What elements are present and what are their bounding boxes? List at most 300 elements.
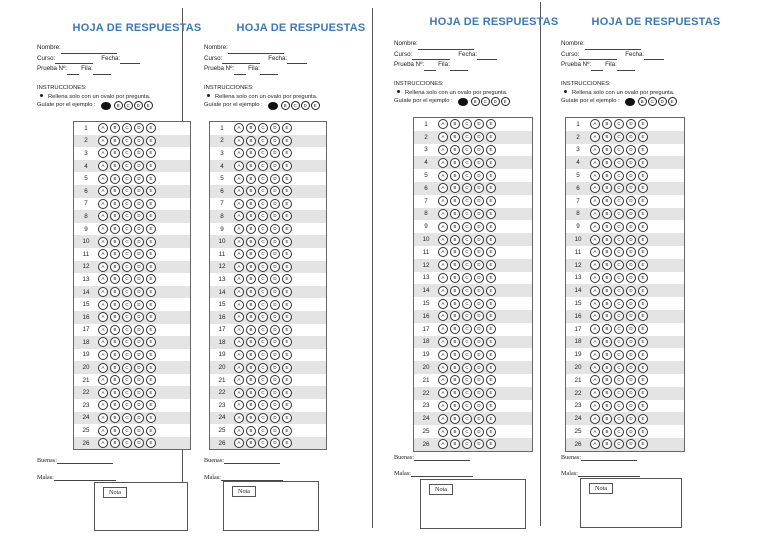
answer-oval[interactable]: B xyxy=(602,158,612,168)
answer-oval[interactable]: E xyxy=(638,260,648,270)
answer-oval[interactable]: C xyxy=(122,199,132,209)
answer-oval[interactable]: E xyxy=(146,325,156,335)
answer-oval[interactable]: A xyxy=(590,311,600,321)
answer-oval[interactable]: A xyxy=(590,119,600,129)
answer-oval[interactable]: A xyxy=(98,413,108,423)
answer-oval[interactable]: C xyxy=(614,260,624,270)
answer-oval[interactable]: A xyxy=(438,427,448,437)
answer-oval[interactable]: D xyxy=(270,337,280,347)
answer-oval[interactable]: E xyxy=(486,222,496,232)
answer-oval[interactable]: C xyxy=(258,325,268,335)
answer-oval[interactable]: A xyxy=(98,224,108,234)
answer-oval[interactable]: C xyxy=(258,136,268,146)
answer-oval[interactable]: C xyxy=(258,350,268,360)
answer-oval[interactable]: D xyxy=(474,401,484,411)
answer-oval[interactable]: D xyxy=(474,158,484,168)
answer-oval[interactable]: E xyxy=(486,324,496,334)
answer-oval[interactable]: D xyxy=(474,363,484,373)
answer-oval[interactable]: C xyxy=(122,249,132,259)
answer-oval[interactable]: A xyxy=(590,350,600,360)
answer-oval[interactable]: E xyxy=(282,174,292,184)
answer-oval[interactable]: A xyxy=(98,287,108,297)
answer-oval[interactable]: D xyxy=(270,350,280,360)
answer-oval[interactable]: B xyxy=(602,273,612,283)
answer-oval[interactable]: E xyxy=(282,426,292,436)
fila-field[interactable] xyxy=(450,63,468,71)
answer-oval[interactable]: D xyxy=(474,235,484,245)
answer-oval[interactable]: A xyxy=(590,324,600,334)
answer-oval[interactable]: E xyxy=(638,375,648,385)
answer-oval[interactable]: A xyxy=(590,235,600,245)
answer-oval[interactable]: E xyxy=(638,286,648,296)
answer-oval[interactable]: D xyxy=(134,438,144,448)
answer-oval[interactable]: C xyxy=(462,171,472,181)
nombre-field[interactable] xyxy=(418,42,474,50)
answer-oval[interactable]: D xyxy=(134,325,144,335)
answer-oval[interactable]: A xyxy=(590,222,600,232)
answer-oval[interactable]: B xyxy=(450,414,460,424)
answer-oval[interactable]: A xyxy=(438,401,448,411)
answer-oval[interactable]: E xyxy=(282,262,292,272)
answer-oval[interactable]: E xyxy=(638,388,648,398)
answer-oval[interactable]: D xyxy=(474,183,484,193)
answer-oval[interactable]: B xyxy=(450,183,460,193)
answer-oval[interactable]: C xyxy=(122,262,132,272)
answer-oval[interactable]: C xyxy=(258,249,268,259)
answer-oval[interactable]: A xyxy=(590,388,600,398)
answer-oval[interactable]: B xyxy=(246,237,256,247)
answer-oval[interactable]: E xyxy=(638,119,648,129)
answer-oval[interactable]: B xyxy=(110,174,120,184)
answer-oval[interactable]: B xyxy=(110,274,120,284)
answer-oval[interactable]: E xyxy=(486,196,496,206)
fila-field[interactable] xyxy=(260,67,278,75)
answer-oval[interactable]: D xyxy=(626,401,636,411)
answer-oval[interactable]: E xyxy=(146,400,156,410)
answer-oval[interactable]: E xyxy=(282,363,292,373)
answer-oval[interactable]: A xyxy=(98,400,108,410)
answer-oval[interactable]: E xyxy=(146,375,156,385)
answer-oval[interactable]: E xyxy=(146,136,156,146)
answer-oval[interactable]: B xyxy=(110,300,120,310)
prueba-field[interactable] xyxy=(424,63,436,71)
answer-oval[interactable]: D xyxy=(626,196,636,206)
curso-field[interactable] xyxy=(412,52,450,60)
answer-oval[interactable]: B xyxy=(602,324,612,334)
answer-oval[interactable]: B xyxy=(602,388,612,398)
answer-oval[interactable]: E xyxy=(146,363,156,373)
answer-oval[interactable]: D xyxy=(270,426,280,436)
answer-oval[interactable]: E xyxy=(638,439,648,449)
answer-oval[interactable]: E xyxy=(146,161,156,171)
answer-oval[interactable]: B xyxy=(602,196,612,206)
curso-field[interactable] xyxy=(55,56,93,64)
answer-oval[interactable]: A xyxy=(234,350,244,360)
answer-oval[interactable]: A xyxy=(438,350,448,360)
answer-oval[interactable]: A xyxy=(234,413,244,423)
answer-oval[interactable]: B xyxy=(246,249,256,259)
answer-oval[interactable]: E xyxy=(282,388,292,398)
answer-oval[interactable]: E xyxy=(146,274,156,284)
nombre-field[interactable] xyxy=(61,46,117,54)
answer-oval[interactable]: E xyxy=(146,211,156,221)
answer-oval[interactable]: E xyxy=(486,235,496,245)
answer-oval[interactable]: D xyxy=(270,224,280,234)
answer-oval[interactable]: B xyxy=(110,350,120,360)
answer-oval[interactable]: A xyxy=(98,426,108,436)
answer-oval[interactable]: A xyxy=(234,199,244,209)
answer-oval[interactable]: C xyxy=(462,286,472,296)
answer-oval[interactable]: D xyxy=(270,413,280,423)
answer-oval[interactable]: D xyxy=(474,119,484,129)
answer-oval[interactable]: D xyxy=(626,286,636,296)
answer-oval[interactable]: C xyxy=(614,350,624,360)
answer-oval[interactable]: E xyxy=(282,325,292,335)
answer-oval[interactable]: B xyxy=(602,439,612,449)
answer-oval[interactable]: C xyxy=(614,286,624,296)
answer-oval[interactable]: B xyxy=(450,324,460,334)
answer-oval[interactable]: A xyxy=(98,237,108,247)
answer-oval[interactable]: E xyxy=(146,426,156,436)
answer-oval[interactable]: E xyxy=(146,186,156,196)
answer-oval[interactable]: E xyxy=(282,350,292,360)
answer-oval[interactable]: E xyxy=(486,414,496,424)
answer-oval[interactable]: C xyxy=(122,438,132,448)
answer-oval[interactable]: D xyxy=(474,439,484,449)
answer-oval[interactable]: C xyxy=(122,287,132,297)
answer-oval[interactable]: D xyxy=(474,414,484,424)
answer-oval[interactable]: A xyxy=(234,287,244,297)
answer-oval[interactable]: A xyxy=(438,299,448,309)
answer-oval[interactable]: C xyxy=(258,199,268,209)
fecha-field[interactable] xyxy=(644,52,664,60)
answer-oval[interactable]: A xyxy=(438,247,448,257)
answer-oval[interactable]: C xyxy=(614,247,624,257)
answer-oval[interactable]: A xyxy=(590,158,600,168)
answer-oval[interactable]: E xyxy=(146,148,156,158)
answer-oval[interactable]: D xyxy=(626,439,636,449)
buenas-field[interactable] xyxy=(414,453,470,461)
answer-oval[interactable]: B xyxy=(246,438,256,448)
answer-oval[interactable]: C xyxy=(122,312,132,322)
answer-oval[interactable]: A xyxy=(438,222,448,232)
nombre-field[interactable] xyxy=(585,42,641,50)
answer-oval[interactable]: E xyxy=(486,119,496,129)
answer-oval[interactable]: E xyxy=(486,375,496,385)
answer-oval[interactable]: B xyxy=(450,222,460,232)
fila-field[interactable] xyxy=(617,63,635,71)
answer-oval[interactable]: B xyxy=(602,132,612,142)
answer-oval[interactable]: C xyxy=(614,311,624,321)
answer-oval[interactable]: C xyxy=(258,262,268,272)
answer-oval[interactable]: B xyxy=(246,312,256,322)
answer-oval[interactable]: C xyxy=(122,161,132,171)
answer-oval[interactable]: B xyxy=(602,286,612,296)
answer-oval[interactable]: C xyxy=(614,324,624,334)
answer-oval[interactable]: A xyxy=(98,337,108,347)
answer-oval[interactable]: B xyxy=(602,363,612,373)
answer-oval[interactable]: C xyxy=(122,350,132,360)
answer-oval[interactable]: D xyxy=(474,132,484,142)
answer-oval[interactable]: B xyxy=(602,299,612,309)
answer-oval[interactable]: D xyxy=(626,171,636,181)
answer-oval[interactable]: A xyxy=(590,427,600,437)
answer-oval[interactable]: A xyxy=(234,237,244,247)
answer-oval[interactable]: C xyxy=(258,161,268,171)
answer-oval[interactable]: A xyxy=(438,439,448,449)
nota-box[interactable] xyxy=(223,481,319,531)
answer-oval[interactable]: B xyxy=(110,136,120,146)
answer-oval[interactable]: E xyxy=(486,439,496,449)
answer-oval[interactable]: E xyxy=(282,413,292,423)
answer-oval[interactable]: A xyxy=(234,363,244,373)
answer-oval[interactable]: C xyxy=(258,413,268,423)
answer-oval[interactable]: E xyxy=(486,158,496,168)
answer-oval[interactable]: E xyxy=(486,363,496,373)
answer-oval[interactable]: C xyxy=(462,196,472,206)
answer-oval[interactable]: C xyxy=(614,337,624,347)
answer-oval[interactable]: D xyxy=(626,132,636,142)
answer-oval[interactable]: C xyxy=(122,337,132,347)
answer-oval[interactable]: C xyxy=(462,222,472,232)
answer-oval[interactable]: E xyxy=(486,260,496,270)
answer-oval[interactable]: E xyxy=(282,274,292,284)
answer-oval[interactable]: B xyxy=(450,196,460,206)
answer-oval[interactable]: A xyxy=(438,286,448,296)
answer-oval[interactable]: E xyxy=(638,132,648,142)
answer-oval[interactable]: A xyxy=(438,171,448,181)
answer-oval[interactable]: A xyxy=(98,161,108,171)
answer-oval[interactable]: E xyxy=(638,273,648,283)
answer-oval[interactable]: C xyxy=(614,388,624,398)
answer-oval[interactable]: D xyxy=(134,274,144,284)
answer-oval[interactable]: A xyxy=(590,337,600,347)
answer-oval[interactable]: C xyxy=(258,237,268,247)
answer-oval[interactable]: A xyxy=(590,439,600,449)
answer-oval[interactable]: C xyxy=(614,299,624,309)
answer-oval[interactable]: B xyxy=(110,413,120,423)
answer-oval[interactable]: B xyxy=(246,350,256,360)
answer-oval[interactable]: E xyxy=(146,350,156,360)
answer-oval[interactable]: E xyxy=(282,199,292,209)
answer-oval[interactable]: D xyxy=(626,183,636,193)
answer-oval[interactable]: C xyxy=(258,148,268,158)
answer-oval[interactable]: A xyxy=(438,273,448,283)
answer-oval[interactable]: D xyxy=(270,199,280,209)
answer-oval[interactable]: B xyxy=(450,401,460,411)
fila-field[interactable] xyxy=(93,67,111,75)
answer-oval[interactable]: D xyxy=(626,260,636,270)
answer-oval[interactable]: D xyxy=(134,426,144,436)
answer-oval[interactable]: B xyxy=(450,427,460,437)
answer-oval[interactable]: A xyxy=(234,375,244,385)
answer-oval[interactable]: A xyxy=(438,196,448,206)
answer-oval[interactable]: D xyxy=(134,148,144,158)
answer-oval[interactable]: B xyxy=(246,300,256,310)
answer-oval[interactable]: C xyxy=(258,211,268,221)
answer-oval[interactable]: E xyxy=(638,350,648,360)
answer-oval[interactable]: B xyxy=(450,311,460,321)
answer-oval[interactable]: B xyxy=(602,145,612,155)
answer-oval[interactable]: E xyxy=(638,324,648,334)
answer-oval[interactable]: C xyxy=(122,375,132,385)
answer-oval[interactable]: D xyxy=(626,375,636,385)
answer-oval[interactable]: A xyxy=(438,235,448,245)
answer-oval[interactable]: B xyxy=(602,375,612,385)
answer-oval[interactable]: C xyxy=(614,439,624,449)
answer-oval[interactable]: E xyxy=(486,299,496,309)
answer-oval[interactable]: B xyxy=(110,426,120,436)
answer-oval[interactable]: B xyxy=(110,375,120,385)
answer-oval[interactable]: E xyxy=(282,375,292,385)
answer-oval[interactable]: B xyxy=(450,350,460,360)
answer-oval[interactable]: C xyxy=(122,413,132,423)
answer-oval[interactable]: D xyxy=(626,158,636,168)
answer-oval[interactable]: D xyxy=(474,171,484,181)
answer-oval[interactable]: B xyxy=(246,375,256,385)
answer-oval[interactable]: A xyxy=(234,312,244,322)
answer-oval[interactable]: E xyxy=(146,123,156,133)
answer-oval[interactable]: D xyxy=(134,300,144,310)
answer-oval[interactable]: D xyxy=(474,260,484,270)
answer-oval[interactable]: A xyxy=(590,375,600,385)
curso-field[interactable] xyxy=(222,56,260,64)
answer-oval[interactable]: B xyxy=(246,413,256,423)
answer-oval[interactable]: E xyxy=(638,414,648,424)
answer-oval[interactable]: B xyxy=(450,247,460,257)
answer-oval[interactable]: E xyxy=(146,287,156,297)
answer-oval[interactable]: B xyxy=(602,260,612,270)
answer-oval[interactable]: C xyxy=(462,209,472,219)
answer-oval[interactable]: C xyxy=(462,311,472,321)
answer-oval[interactable]: C xyxy=(614,363,624,373)
answer-oval[interactable]: A xyxy=(98,375,108,385)
answer-oval[interactable]: E xyxy=(146,237,156,247)
answer-oval[interactable]: D xyxy=(134,400,144,410)
answer-oval[interactable]: B xyxy=(450,337,460,347)
answer-oval[interactable]: B xyxy=(110,211,120,221)
answer-oval[interactable]: C xyxy=(614,235,624,245)
answer-oval[interactable]: C xyxy=(258,337,268,347)
answer-oval[interactable]: B xyxy=(602,171,612,181)
answer-oval[interactable]: B xyxy=(246,186,256,196)
answer-oval[interactable]: D xyxy=(270,312,280,322)
answer-oval[interactable]: C xyxy=(122,148,132,158)
answer-oval[interactable]: D xyxy=(134,237,144,247)
answer-oval[interactable]: A xyxy=(590,299,600,309)
answer-oval[interactable]: C xyxy=(614,375,624,385)
answer-oval[interactable]: E xyxy=(146,199,156,209)
answer-oval[interactable]: E xyxy=(486,209,496,219)
answer-oval[interactable]: A xyxy=(590,414,600,424)
buenas-field[interactable] xyxy=(581,453,637,461)
answer-oval[interactable]: D xyxy=(626,363,636,373)
buenas-field[interactable] xyxy=(224,456,280,464)
answer-oval[interactable]: B xyxy=(246,400,256,410)
answer-oval[interactable]: B xyxy=(450,375,460,385)
answer-oval[interactable]: B xyxy=(110,224,120,234)
answer-oval[interactable]: C xyxy=(122,325,132,335)
answer-oval[interactable]: B xyxy=(246,274,256,284)
answer-oval[interactable]: E xyxy=(486,337,496,347)
answer-oval[interactable]: C xyxy=(614,401,624,411)
answer-oval[interactable]: C xyxy=(462,439,472,449)
answer-oval[interactable]: A xyxy=(98,300,108,310)
answer-oval[interactable]: E xyxy=(638,209,648,219)
answer-oval[interactable]: C xyxy=(122,363,132,373)
answer-oval[interactable]: C xyxy=(462,247,472,257)
answer-oval[interactable]: B xyxy=(602,119,612,129)
answer-oval[interactable]: D xyxy=(626,414,636,424)
answer-oval[interactable]: C xyxy=(462,119,472,129)
answer-oval[interactable]: A xyxy=(590,363,600,373)
answer-oval[interactable]: E xyxy=(638,171,648,181)
answer-oval[interactable]: D xyxy=(270,123,280,133)
answer-oval[interactable]: E xyxy=(486,388,496,398)
answer-oval[interactable]: D xyxy=(626,350,636,360)
answer-oval[interactable]: D xyxy=(474,388,484,398)
answer-oval[interactable]: B xyxy=(450,171,460,181)
answer-oval[interactable]: A xyxy=(590,401,600,411)
answer-oval[interactable]: D xyxy=(474,337,484,347)
answer-oval[interactable]: D xyxy=(626,311,636,321)
prueba-field[interactable] xyxy=(67,67,79,75)
answer-oval[interactable]: D xyxy=(626,235,636,245)
answer-oval[interactable]: B xyxy=(110,123,120,133)
answer-oval[interactable]: E xyxy=(282,123,292,133)
answer-oval[interactable]: B xyxy=(450,260,460,270)
answer-oval[interactable]: E xyxy=(486,247,496,257)
answer-oval[interactable]: E xyxy=(282,400,292,410)
answer-oval[interactable]: E xyxy=(146,312,156,322)
answer-oval[interactable]: D xyxy=(270,237,280,247)
answer-oval[interactable]: C xyxy=(258,400,268,410)
malas-field[interactable] xyxy=(578,469,640,477)
answer-oval[interactable]: B xyxy=(450,209,460,219)
answer-oval[interactable]: D xyxy=(626,222,636,232)
answer-oval[interactable]: C xyxy=(122,136,132,146)
answer-oval[interactable]: B xyxy=(110,237,120,247)
answer-oval[interactable]: B xyxy=(602,414,612,424)
answer-oval[interactable]: E xyxy=(486,171,496,181)
answer-oval[interactable]: B xyxy=(602,350,612,360)
answer-oval[interactable]: C xyxy=(258,224,268,234)
answer-oval[interactable]: A xyxy=(234,148,244,158)
answer-oval[interactable]: B xyxy=(602,311,612,321)
answer-oval[interactable]: B xyxy=(246,211,256,221)
answer-oval[interactable]: D xyxy=(270,325,280,335)
answer-oval[interactable]: A xyxy=(438,311,448,321)
answer-oval[interactable]: E xyxy=(282,136,292,146)
answer-oval[interactable]: C xyxy=(258,186,268,196)
answer-oval[interactable]: E xyxy=(638,401,648,411)
answer-oval[interactable]: B xyxy=(110,312,120,322)
answer-oval[interactable]: D xyxy=(134,224,144,234)
answer-oval[interactable]: A xyxy=(98,211,108,221)
answer-oval[interactable]: C xyxy=(614,183,624,193)
answer-oval[interactable]: A xyxy=(438,388,448,398)
answer-oval[interactable]: A xyxy=(98,123,108,133)
answer-oval[interactable]: D xyxy=(134,174,144,184)
answer-oval[interactable]: E xyxy=(282,287,292,297)
answer-oval[interactable]: C xyxy=(122,300,132,310)
answer-oval[interactable]: D xyxy=(474,286,484,296)
answer-oval[interactable]: B xyxy=(110,337,120,347)
answer-oval[interactable]: E xyxy=(282,224,292,234)
answer-oval[interactable]: E xyxy=(486,183,496,193)
answer-oval[interactable]: C xyxy=(122,388,132,398)
answer-oval[interactable]: E xyxy=(282,300,292,310)
